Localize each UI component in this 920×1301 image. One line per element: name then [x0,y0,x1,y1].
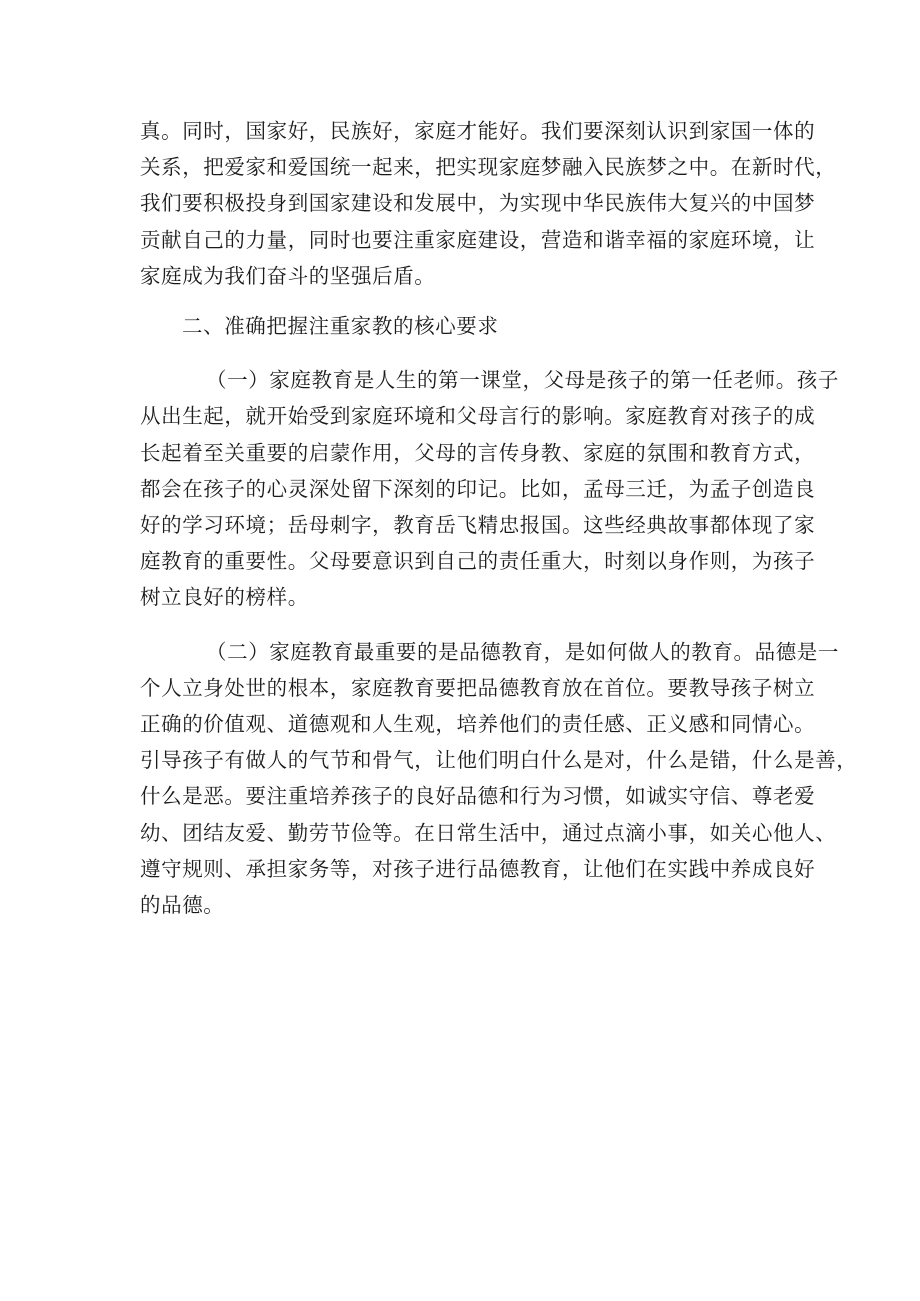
paragraph-2-line: 从出生起，就开始受到家庭环境和父母言行的影响。家庭教育对孩子的成 [140,404,816,429]
paragraph-1-line: 家庭成为我们奋斗的坚强后盾。 [140,263,436,288]
paragraph-3-line: 个人立身处世的根本，家庭教育要把品德教育放在首位。要教导孩子树立 [140,675,816,700]
paragraph-3-line: （二）家庭教育最重要的是品德教育，是如何做人的教育。品德是一 [206,639,839,664]
paragraph-1-line: 真。同时，国家好，民族好，家庭才能好。我们要深刻认识到家国一体的 [140,119,816,143]
paragraph-3-line: 的品德。 [140,893,225,918]
paragraph-1 [140,113,837,294]
paragraph-3-line: 正确的价值观、道德观和人生观，培养他们的责任感、正义感和同情心。 [140,712,816,737]
paragraph-2 [140,362,839,615]
paragraph-2-line: 好的学习环境；岳母刺字，教育岳飞精忠报国。这些经典故事都体现了家 [140,513,816,538]
document-body [140,113,858,923]
section-heading-2 [140,308,788,344]
paragraph-2-line: 庭教育的重要性。父母要意识到自己的责任重大，时刻以身作则，为孩子 [140,549,816,574]
paragraph-3 [140,634,858,924]
section-heading-2-text: 二、准确把握注重家教的核心要求 [182,314,499,339]
paragraph-3-line: 遵守规则、承担家务等，对孩子进行品德教育，让他们在实践中养成良好 [140,856,816,881]
paragraph-2-line: （一）家庭教育是人生的第一课堂，父母是孩子的第一任老师。孩子 [206,368,839,393]
paragraph-2-line: 长起着至关重要的启蒙作用，父母的言传身教、家庭的氛围和教育方式， [140,440,816,465]
paragraph-2-line: 树立良好的榜样。 [140,585,309,610]
paragraph-3-line: 幼、团结友爱、勤劳节俭等。在日常生活中，通过点滴小事，如关心他人、 [140,820,837,845]
paragraph-3-line: 什么是恶。要注重培养孩子的良好品德和行为习惯，如诚实守信、尊老爱 [140,784,816,809]
paragraph-3-line: 引导孩子有做人的气节和骨气，让他们明白什么是对，什么是错，什么是善， [140,748,858,773]
paragraph-1-line: 贡献自己的力量，同时也要注重家庭建设，营造和谐幸福的家庭环境，让 [140,227,816,252]
paragraph-1-line: 我们要积极投身到国家建设和发展中，为实现中华民族伟大复兴的中国梦 [140,191,816,216]
paragraph-1-line: 关系，把爱家和爱国统一起来，把实现家庭梦融入民族梦之中。在新时代， [140,155,837,180]
paragraph-2-line: 都会在孩子的心灵深处留下深刻的印记。比如，孟母三迁，为孟子创造良 [140,476,816,501]
